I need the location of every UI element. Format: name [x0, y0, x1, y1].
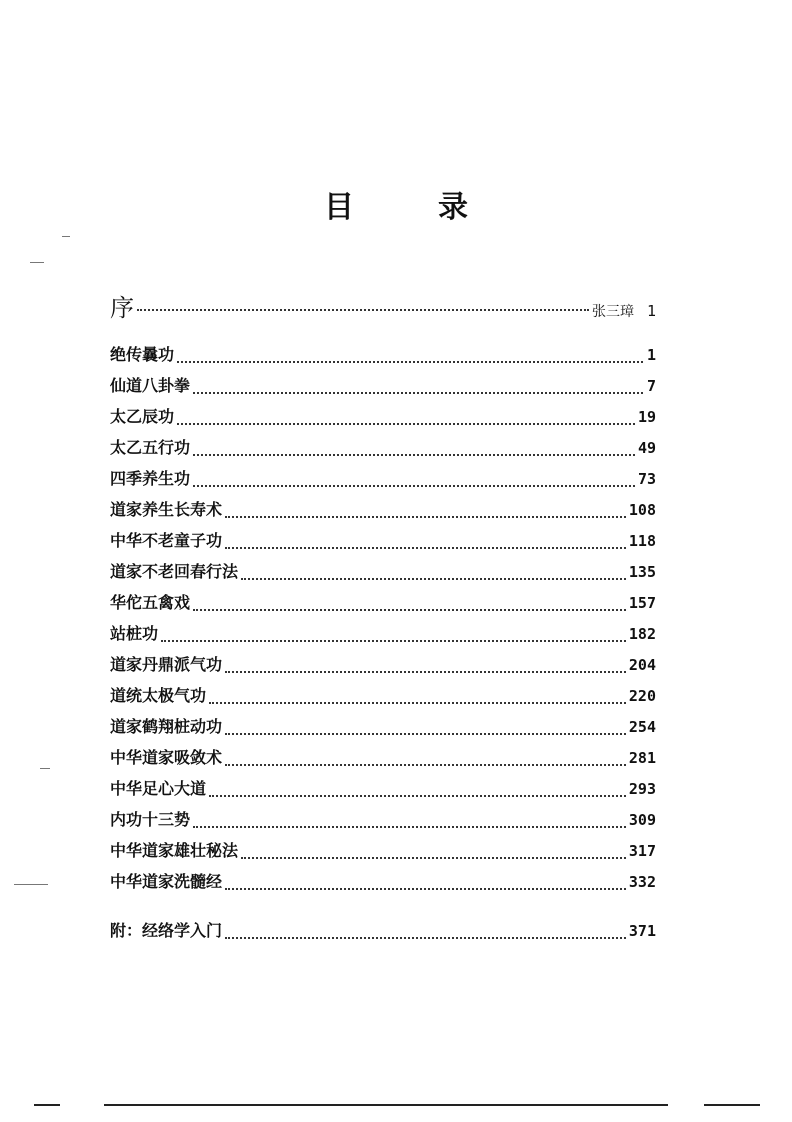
toc-entry-title: 华佗五禽戏 — [110, 593, 191, 612]
toc-entry-title: 绝传曩功 — [110, 345, 175, 364]
toc-entry — [110, 714, 656, 745]
toc-entry-page: 135 — [628, 563, 656, 581]
toc-entry — [110, 466, 656, 497]
toc-entry-page: 317 — [628, 842, 656, 860]
toc-entry — [110, 404, 656, 435]
toc-entry — [110, 838, 656, 869]
scan-speck — [30, 262, 44, 263]
title-char-1: 目 — [324, 190, 354, 225]
toc-entry-title: 道家鹤翔桩动功 — [110, 717, 223, 736]
toc-entry-page: 19 — [637, 408, 656, 426]
toc-entry-page: 118 — [628, 532, 656, 550]
toc-entry-title: 道统太极气功 — [110, 686, 207, 705]
toc-entry-page: 73 — [637, 470, 656, 488]
toc-entry-title: 附：经络学入门 — [110, 921, 223, 940]
toc-entry — [110, 652, 656, 683]
toc-entry — [110, 869, 656, 900]
dot-leader — [225, 763, 626, 766]
preface-entry — [110, 288, 656, 322]
toc-entry — [110, 918, 656, 949]
dot-leader — [241, 577, 626, 580]
dot-leader — [241, 856, 626, 859]
toc-entry-page: 108 — [628, 501, 656, 519]
scan-speck — [62, 236, 70, 237]
dot-leader — [209, 701, 626, 704]
footer-rule — [704, 1104, 760, 1106]
toc-list — [110, 342, 656, 900]
dot-leader — [193, 391, 643, 394]
toc-entry-page: 204 — [628, 656, 656, 674]
toc-entry-page: 254 — [628, 718, 656, 736]
dot-leader — [193, 608, 626, 611]
toc-entry-page: 281 — [628, 749, 656, 767]
scan-speck — [14, 884, 48, 885]
toc-entry-title: 中华不老童子功 — [110, 531, 223, 550]
scan-speck — [40, 768, 50, 769]
toc-entry — [110, 288, 656, 322]
toc-entry — [110, 559, 656, 590]
toc-entry-page: 293 — [628, 780, 656, 798]
preface-author: 张三璋 — [592, 304, 634, 320]
dot-leader — [225, 515, 626, 518]
toc-entry-page: 371 — [628, 922, 656, 940]
toc-entry-title: 道家丹鼎派气功 — [110, 655, 223, 674]
toc-entry-page: 49 — [637, 439, 656, 457]
toc-entry-page: 182 — [628, 625, 656, 643]
footer-rule — [34, 1104, 60, 1106]
toc-entry-page: 7 — [646, 377, 656, 395]
dot-leader — [177, 360, 643, 363]
dot-leader — [209, 794, 626, 797]
toc-entry — [110, 435, 656, 466]
toc-entry — [110, 497, 656, 528]
toc-entry-title: 中华道家吸敛术 — [110, 748, 223, 767]
dot-leader — [161, 639, 626, 642]
dot-leader — [137, 308, 589, 311]
dot-leader — [193, 484, 635, 487]
toc-entry — [110, 373, 656, 404]
dot-leader — [177, 422, 635, 425]
appendix-entry — [110, 918, 656, 949]
toc-entry-page: 157 — [628, 594, 656, 612]
toc-entry-title: 中华道家雄壮秘法 — [110, 841, 239, 860]
toc-entry — [110, 745, 656, 776]
title-char-2: 录 — [438, 190, 468, 225]
toc-entry-title: 中华道家洗髓经 — [110, 872, 223, 891]
toc-entry — [110, 528, 656, 559]
toc-entry-page: 309 — [628, 811, 656, 829]
dot-leader — [225, 732, 626, 735]
dot-leader — [193, 453, 635, 456]
toc-entry — [110, 621, 656, 652]
toc-entry-title: 太乙五行功 — [110, 438, 191, 457]
page-title — [0, 182, 792, 226]
toc-entry — [110, 590, 656, 621]
toc-entry-title: 四季养生功 — [110, 469, 191, 488]
toc-entry-title: 站桩功 — [110, 624, 159, 643]
toc-entry — [110, 807, 656, 838]
toc-entry — [110, 683, 656, 714]
dot-leader — [225, 546, 626, 549]
dot-leader — [225, 670, 626, 673]
toc-entry — [110, 776, 656, 807]
toc-entry-title: 序 — [110, 294, 134, 322]
dot-leader — [225, 887, 626, 890]
toc-entry-title: 太乙辰功 — [110, 407, 175, 426]
toc-entry-page: 1 — [646, 346, 656, 364]
toc-entry-page: 1 — [646, 302, 656, 320]
toc-entry-page: 332 — [628, 873, 656, 891]
toc-entry-title: 中华足心大道 — [110, 779, 207, 798]
toc-entry-title: 仙道八卦拳 — [110, 376, 191, 395]
toc-entry-title: 内功十三势 — [110, 810, 191, 829]
toc-entry — [110, 342, 656, 373]
footer-rule — [104, 1104, 668, 1106]
toc-entry-title: 道家不老回春行法 — [110, 562, 239, 581]
dot-leader — [225, 936, 626, 939]
toc-entry-page: 220 — [628, 687, 656, 705]
dot-leader — [193, 825, 626, 828]
toc-entry-title: 道家养生长寿术 — [110, 500, 223, 519]
